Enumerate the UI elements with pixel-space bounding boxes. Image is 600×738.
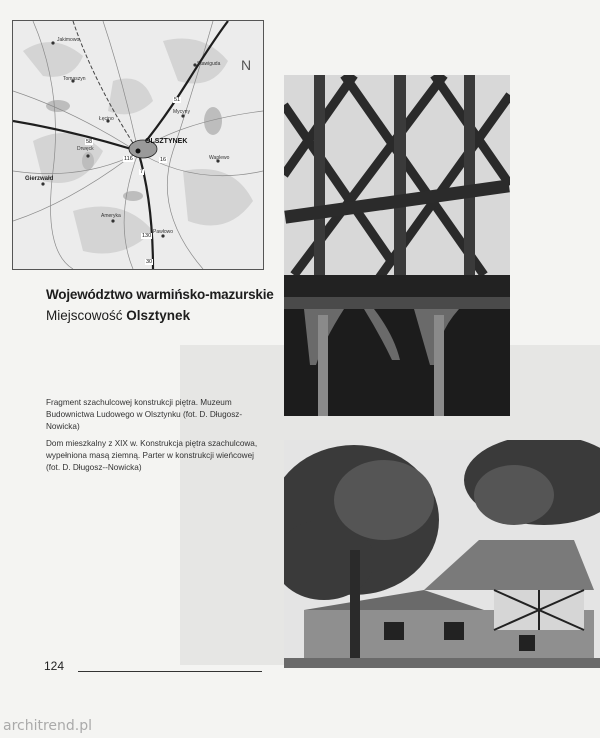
map-place-label: Pawłowo	[153, 229, 174, 235]
map-place-label: Tomaszyn	[63, 76, 86, 82]
map-place-label: Drwęck	[77, 146, 94, 152]
locality-name: Olsztynek	[126, 308, 191, 323]
map-road-number: 130	[142, 233, 152, 239]
map-grid-letter: N	[241, 57, 252, 73]
map-road-number: 116	[124, 156, 133, 162]
map-road-number: 30	[146, 259, 153, 265]
locality-prefix: Miejscowość	[46, 308, 123, 323]
map-place-label: Stawiguda	[197, 61, 221, 67]
location-map	[12, 20, 264, 270]
photo-house	[284, 440, 600, 668]
map-place-label: Ameryka	[101, 213, 121, 219]
photo-timber-frame	[284, 75, 510, 416]
map-place-label: Mycyny	[173, 109, 190, 115]
map-place-label: Jakimowo	[57, 37, 80, 43]
footer-rule	[78, 671, 262, 672]
map-road-number: 58	[86, 139, 93, 145]
locality-heading	[46, 308, 190, 323]
map-place-label: Łęcino	[99, 116, 114, 122]
photo-caption-1: Fragment szachulcowej konstrukcji piętra. Muzeum Budownictwa Ludowego w Olsztynku (fot. D. Długosz-Nowicka)	[46, 398, 243, 431]
map-road-number: 51	[174, 97, 181, 103]
page-number: 124	[44, 659, 65, 673]
map-place-label: Waplewo	[209, 155, 230, 161]
map-road-number: 7	[140, 169, 144, 175]
photo-caption-2: Dom mieszkalny z XIX w. Konstrukcja piętra szachulcowa, wypełniona masą ziemną. Parter w konstrukcji wieńcowej (fot. D. Długosz--Nowicka)	[46, 439, 258, 472]
watermark-text: architrend.pl	[3, 718, 93, 734]
map-graphic	[13, 21, 263, 269]
map-place-label: Gierzwałd	[25, 176, 54, 182]
region-heading: Województwo warmińsko-mazurskie	[46, 287, 274, 302]
map-city-label: OLSZTYNEK	[145, 138, 188, 145]
map-road-number: 16	[160, 157, 167, 163]
